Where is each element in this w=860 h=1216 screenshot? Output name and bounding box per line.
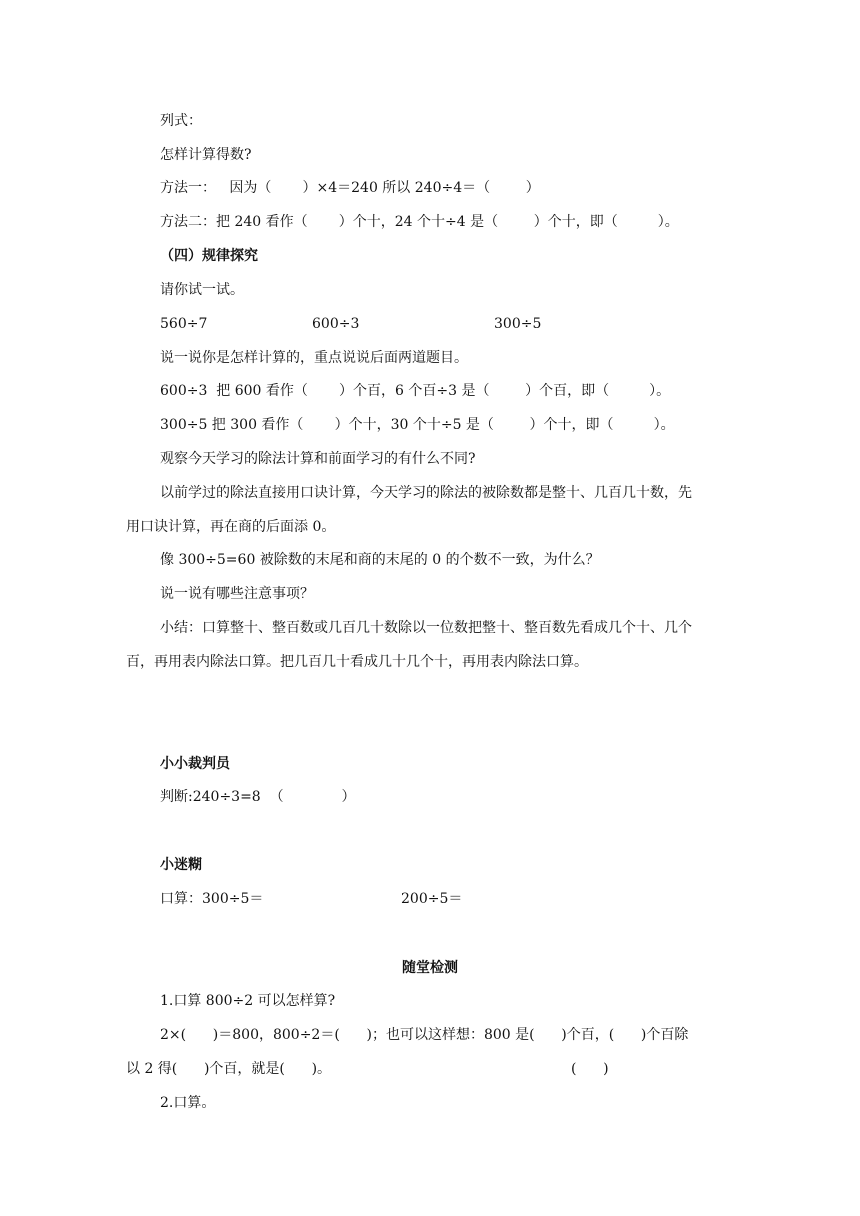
text-line: 560÷7 <box>160 316 208 332</box>
text-line: 怎样计算得数? <box>160 147 252 163</box>
text-line: 200÷5＝ <box>401 891 463 907</box>
section-heading: 小小裁判员 <box>160 756 230 772</box>
text-line: 600÷3 <box>312 316 360 332</box>
text-line: 以 2 得( )个百，就是( )。 <box>126 1061 332 1077</box>
text-line: 像 300÷5=60 被除数的末尾和商的末尾的 0 的个数不一致，为什么？ <box>160 552 600 568</box>
text-line: 方法一： 因为（ ）×4＝240 所以 240÷4＝（ ） <box>160 180 540 196</box>
text-line: 判断:240÷3=8 （ ） <box>160 789 356 805</box>
text-line: 1.口算 800÷2 可以怎样算? <box>160 993 336 1009</box>
text-line: 百，再用表内除法口算。把几百几十看成几十几个十，再用表内除法口算。 <box>126 654 588 670</box>
text-line: 小结：口算整十、整百数或几百几十数除以一位数把整十、整百数先看成几个十、几个 <box>160 620 692 636</box>
text-line: 用口诀计算，再在商的后面添 0。 <box>126 519 336 535</box>
text-line: 以前学过的除法直接用口诀计算，今天学习的除法的被除数都是整十、几百几十数，先 <box>160 485 692 501</box>
text-line: 列式： <box>160 113 202 129</box>
text-line: ( ) <box>571 1061 609 1077</box>
section-heading: （四）规律探究 <box>160 248 258 264</box>
text-line: 2.口算。 <box>160 1095 216 1111</box>
text-line: 口算：300÷5＝ <box>160 891 264 907</box>
text-line: 说一说有哪些注意事项？ <box>160 586 314 602</box>
text-line: 观察今天学习的除法计算和前面学习的有什么不同? <box>160 451 476 467</box>
text-line: 300÷5 <box>494 316 542 332</box>
section-heading: 随堂检测 <box>402 960 458 976</box>
section-heading: 小迷糊 <box>160 857 202 873</box>
text-line: 方法二：把 240 看作（ ）个十，24 个十÷4 是（ ）个十，即（ ）。 <box>160 214 679 230</box>
text-line: 请你试一试。 <box>160 282 244 298</box>
text-line: 300÷5 把 300 看作（ ）个十，30 个十÷5 是（ ）个十，即（ ）。 <box>160 417 675 433</box>
text-line: 600÷3 把 600 看作（ ）个百，6 个百÷3 是（ ）个百，即（ ）。 <box>160 383 671 399</box>
text-line: 说一说你是怎样计算的，重点说说后面两道题目。 <box>160 350 468 366</box>
text-line: 2×( )＝800，800÷2＝( )；也可以这样想：800 是( )个百，( )个百除 <box>160 1027 689 1043</box>
